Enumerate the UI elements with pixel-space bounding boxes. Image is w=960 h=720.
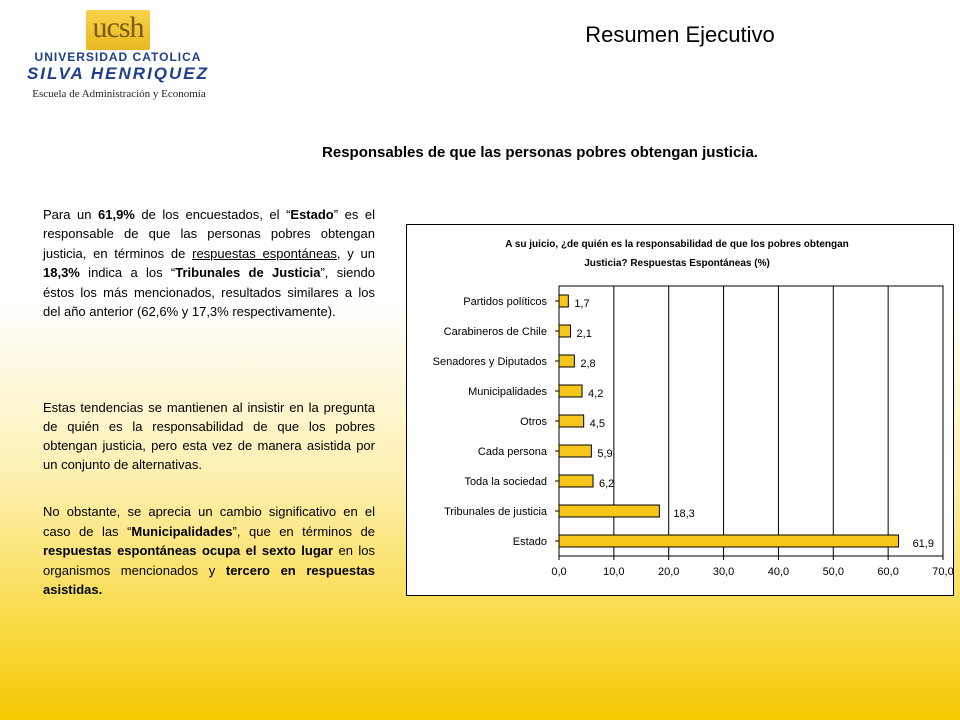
value-label: 2,1 bbox=[576, 328, 592, 340]
paragraph-assisted: Estas tendencias se mantienen al insistir en la pregunta de quién es la responsabilidad de que los pobres obtengan justicia, pero esta vez de manera asistida por un conjunto de alternativas. bbox=[43, 400, 375, 472]
logo-school: Escuela de Administración y Economía bbox=[32, 88, 206, 100]
x-tick-label: 30,0 bbox=[712, 566, 735, 578]
x-tick-label: 10,0 bbox=[603, 566, 625, 578]
bar bbox=[559, 475, 593, 487]
logo-name: SILVA HENRIQUEZ bbox=[26, 64, 210, 83]
logo-university: UNIVERSIDAD CATOLICA bbox=[34, 50, 202, 64]
bar bbox=[559, 325, 571, 337]
category-label: Senadores y Diputados bbox=[432, 356, 547, 368]
value-label: 5,9 bbox=[597, 448, 613, 460]
category-label: Toda la sociedad bbox=[464, 476, 547, 488]
category-label: Carabineros de Chile bbox=[443, 326, 547, 338]
bar bbox=[559, 295, 568, 307]
category-label: Cada persona bbox=[477, 446, 547, 458]
bar-chart bbox=[406, 224, 954, 596]
value-label: 6,2 bbox=[599, 478, 615, 490]
x-tick-label: 40,0 bbox=[767, 566, 790, 578]
x-tick-label: 70,0 bbox=[932, 566, 954, 578]
bar bbox=[559, 385, 582, 397]
logo-brand: ucsh bbox=[86, 10, 150, 50]
bar bbox=[559, 445, 591, 457]
paragraph-spontaneous: Para un 61,9% de los encuestados, el “Estado” es el responsable de que las personas pobres obtengan justicia, en términos de respuestas espontáneas, y un 18,3% indica a los “Tribunales de Justicia”, siendo éstos los más mencionados, resultados similares a los del año anterior (62,6% y 17,3% respectivamente). bbox=[43, 207, 376, 320]
category-label: Municipalidades bbox=[468, 386, 547, 398]
x-tick-label: 60,0 bbox=[877, 566, 899, 578]
value-label: 4,2 bbox=[588, 388, 604, 400]
bar-chart-svg bbox=[407, 225, 955, 597]
bar bbox=[559, 505, 659, 517]
x-tick-label: 20,0 bbox=[658, 566, 680, 578]
page-title: Resumen Ejecutivo bbox=[585, 22, 775, 47]
x-tick-label: 0,0 bbox=[551, 566, 567, 578]
slide-subtitle: Responsables de que las personas pobres obtengan justicia. bbox=[322, 144, 758, 161]
category-label: Estado bbox=[512, 536, 547, 548]
value-label: 2,8 bbox=[580, 358, 596, 370]
chart-title-line2: Justicia? Respuestas Espontáneas (%) bbox=[584, 258, 770, 269]
bar bbox=[559, 415, 584, 427]
value-label: 18,3 bbox=[673, 508, 695, 520]
bar bbox=[559, 355, 574, 367]
paragraph-municipalidades: No obstante, se aprecia un cambio significativo en el caso de las “Municipalidades”, que en términos de respuestas espontáneas ocupa el sexto lugar en los organismos mencionados y tercero en respuestas asistidas. bbox=[43, 504, 376, 597]
value-label: 1,7 bbox=[574, 298, 590, 310]
ucsh-logo bbox=[8, 8, 228, 104]
x-tick-label: 50,0 bbox=[822, 566, 844, 578]
value-label: 61,9 bbox=[912, 538, 934, 550]
value-label: 4,5 bbox=[589, 418, 605, 430]
category-label: Tribunales de justicia bbox=[444, 506, 547, 518]
category-label: Partidos políticos bbox=[463, 296, 547, 308]
chart-title-line1: A su juicio, ¿de quién es la responsabilidad de que los pobres obtengan bbox=[505, 239, 849, 250]
category-label: Otros bbox=[520, 416, 547, 428]
bar bbox=[559, 535, 899, 547]
